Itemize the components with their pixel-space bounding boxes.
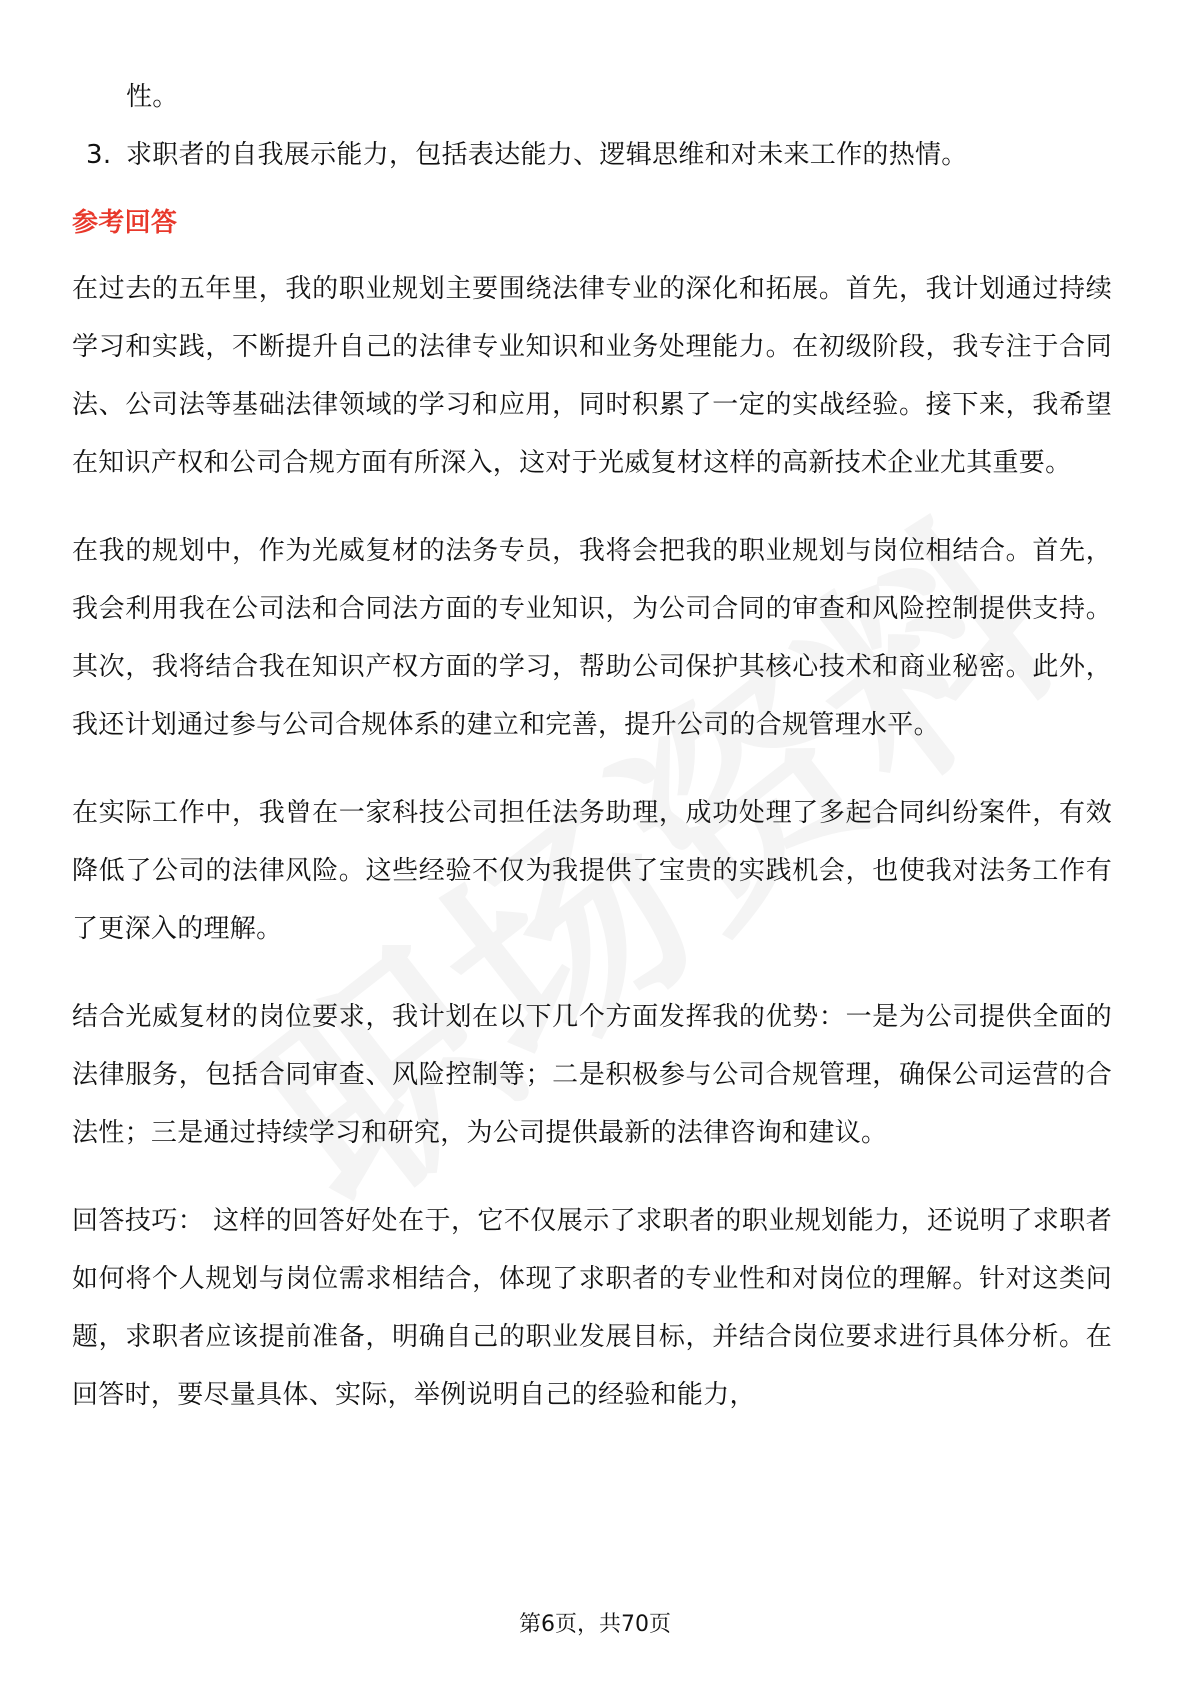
list-item xyxy=(72,126,1112,184)
paragraph-2: 在我的规划中，作为光威复材的法务专员，我将会把我的职业规划与岗位相结合。首先，我会利用我在公司法和合同法方面的专业知识，为公司合同的审查和风险控制提供支持。其次，我将结合我在知识产权方面的学习，帮助公司保护其核心技术和商业秘密。此外，我还计划通过参与公司合规体系的建立和完善，提升公司的合规管理水平。 xyxy=(72,536,1112,740)
carryover-line: 性。 xyxy=(126,82,179,112)
list-number: 3. xyxy=(86,140,112,170)
section-heading: 参考回答 xyxy=(72,208,178,238)
list-text: 求职者的自我展示能力，包括表达能力、逻辑思维和对未来工作的热情。 xyxy=(126,140,968,170)
page-footer: 第6页，共70页 xyxy=(519,1612,671,1637)
paragraph-1: 在过去的五年里，我的职业规划主要围绕法律专业的深化和拓展。首先，我计划通过持续学习和实践，不断提升自己的法律专业知识和业务处理能力。在初级阶段，我专注于合同法、公司法等基础法律领域的学习和应用，同时积累了一定的实战经验。接下来，我希望在知识产权和公司合规方面有所深入，这对于光威复材这样的高新技术企业尤其重要。 xyxy=(72,274,1112,478)
paragraph-3: 在实际工作中，我曾在一家科技公司担任法务助理，成功处理了多起合同纠纷案件，有效降低了公司的法律风险。这些经验不仅为我提供了宝贵的实践机会，也使我对法务工作有了更深入的理解。 xyxy=(72,798,1112,944)
paragraph-5: 回答技巧： 这样的回答好处在于，它不仅展示了求职者的职业规划能力，还说明了求职者如何将个人规划与岗位需求相结合，体现了求职者的专业性和对岗位的理解。针对这类问题，求职者应该提前准备，明确自己的职业发展目标，并结合岗位要求进行具体分析。在回答时，要尽量具体、实际，举例说明自己的经验和能力， xyxy=(72,1206,1112,1410)
page-content xyxy=(72,68,1112,1424)
paragraph-4: 结合光威复材的岗位要求，我计划在以下几个方面发挥我的优势：一是为公司提供全面的法律服务，包括合同审查、风险控制等；二是积极参与公司合规管理，确保公司运营的合法性；三是通过持续学习和研究，为公司提供最新的法律咨询和建议。 xyxy=(72,1002,1112,1148)
